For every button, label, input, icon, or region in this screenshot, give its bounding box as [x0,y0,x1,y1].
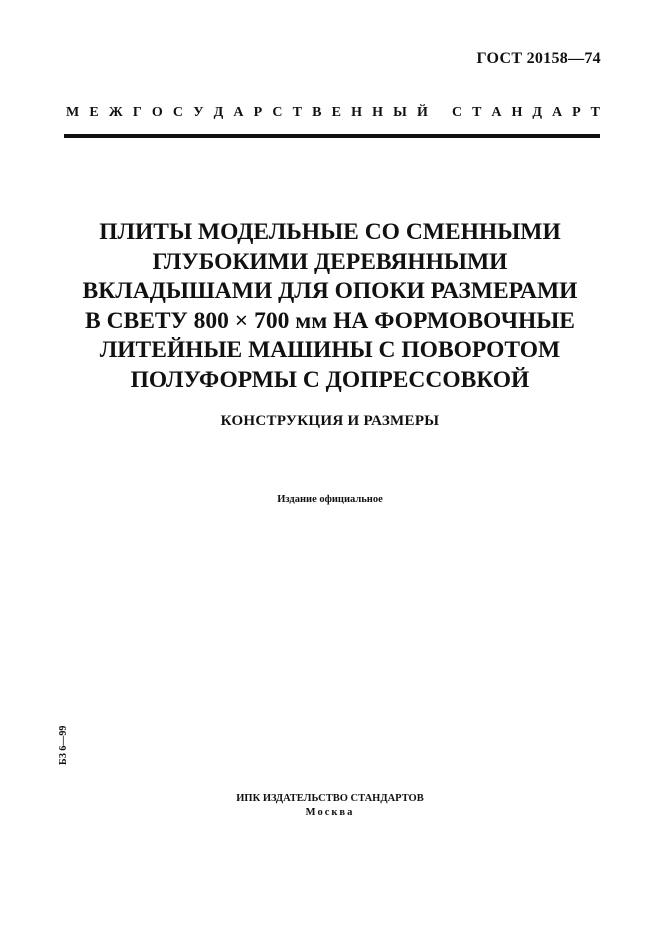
heading-letter: Р [253,105,263,120]
heading-letter: Д [532,105,542,120]
standard-kind-word-2 [452,105,600,121]
heading-letter: Й [417,105,428,120]
header-rule [64,134,600,138]
standard-kind-word-1 [66,105,428,121]
heading-letter: Е [89,105,99,120]
publisher-name: ИПК ИЗДАТЕЛЬСТВО СТАНДАРТОВ [236,793,424,804]
heading-letter: В [312,105,322,120]
doc-code: ГОСТ 20158—74 [476,50,601,67]
heading-letter: М [66,105,80,120]
publisher-city: Москва [305,807,355,818]
heading-letter: Т [292,105,302,120]
document-subtitle: КОНСТРУКЦИЯ И РАЗМЕРЫ [220,413,440,429]
heading-letter: А [491,105,502,120]
heading-letter: С [172,105,184,120]
heading-letter: А [233,105,244,120]
title-line-2: ГЛУБОКИМИ ДЕРЕВЯННЫМИ [152,248,508,275]
title-line-3: ВКЛАДЫШАМИ ДЛЯ ОПОКИ РАЗМЕРАМИ [82,278,578,304]
heading-letter: А [551,105,563,120]
heading-letter: Н [372,105,383,120]
heading-letter: С [272,105,283,120]
heading-letter: Е [331,105,341,120]
title-line-1: ПЛИТЫ МОДЕЛЬНЫЕ СО СМЕННЫМИ [99,219,561,245]
heading-letter: Ы [393,105,407,120]
heading-letter: Т [472,105,482,120]
heading-letter: У [193,105,204,120]
heading-letter: Т [590,105,600,120]
heading-letter: С [452,105,463,120]
title-line-6: ПОЛУФОРМЫ С ДОПРЕССОВКОЙ [130,366,530,393]
side-code: БЗ 6—99 [58,725,69,765]
heading-letter: Ж [108,105,123,120]
standard-kind-heading [66,105,600,121]
title-line-5: ЛИТЕЙНЫЕ МАШИНЫ С ПОВОРОТОМ [99,337,561,363]
edition-note: Издание официальное [277,494,383,505]
heading-letter: О [151,105,163,120]
heading-letter: Р [572,105,581,120]
heading-letter: Н [511,105,523,120]
title-line-4: В СВЕТУ 800 × 700 мм НА ФОРМОВОЧНЫЕ [85,307,575,334]
heading-letter: Д [213,105,224,120]
document-title [40,218,620,395]
heading-letter: Н [351,105,362,120]
heading-letter: Г [132,105,142,120]
